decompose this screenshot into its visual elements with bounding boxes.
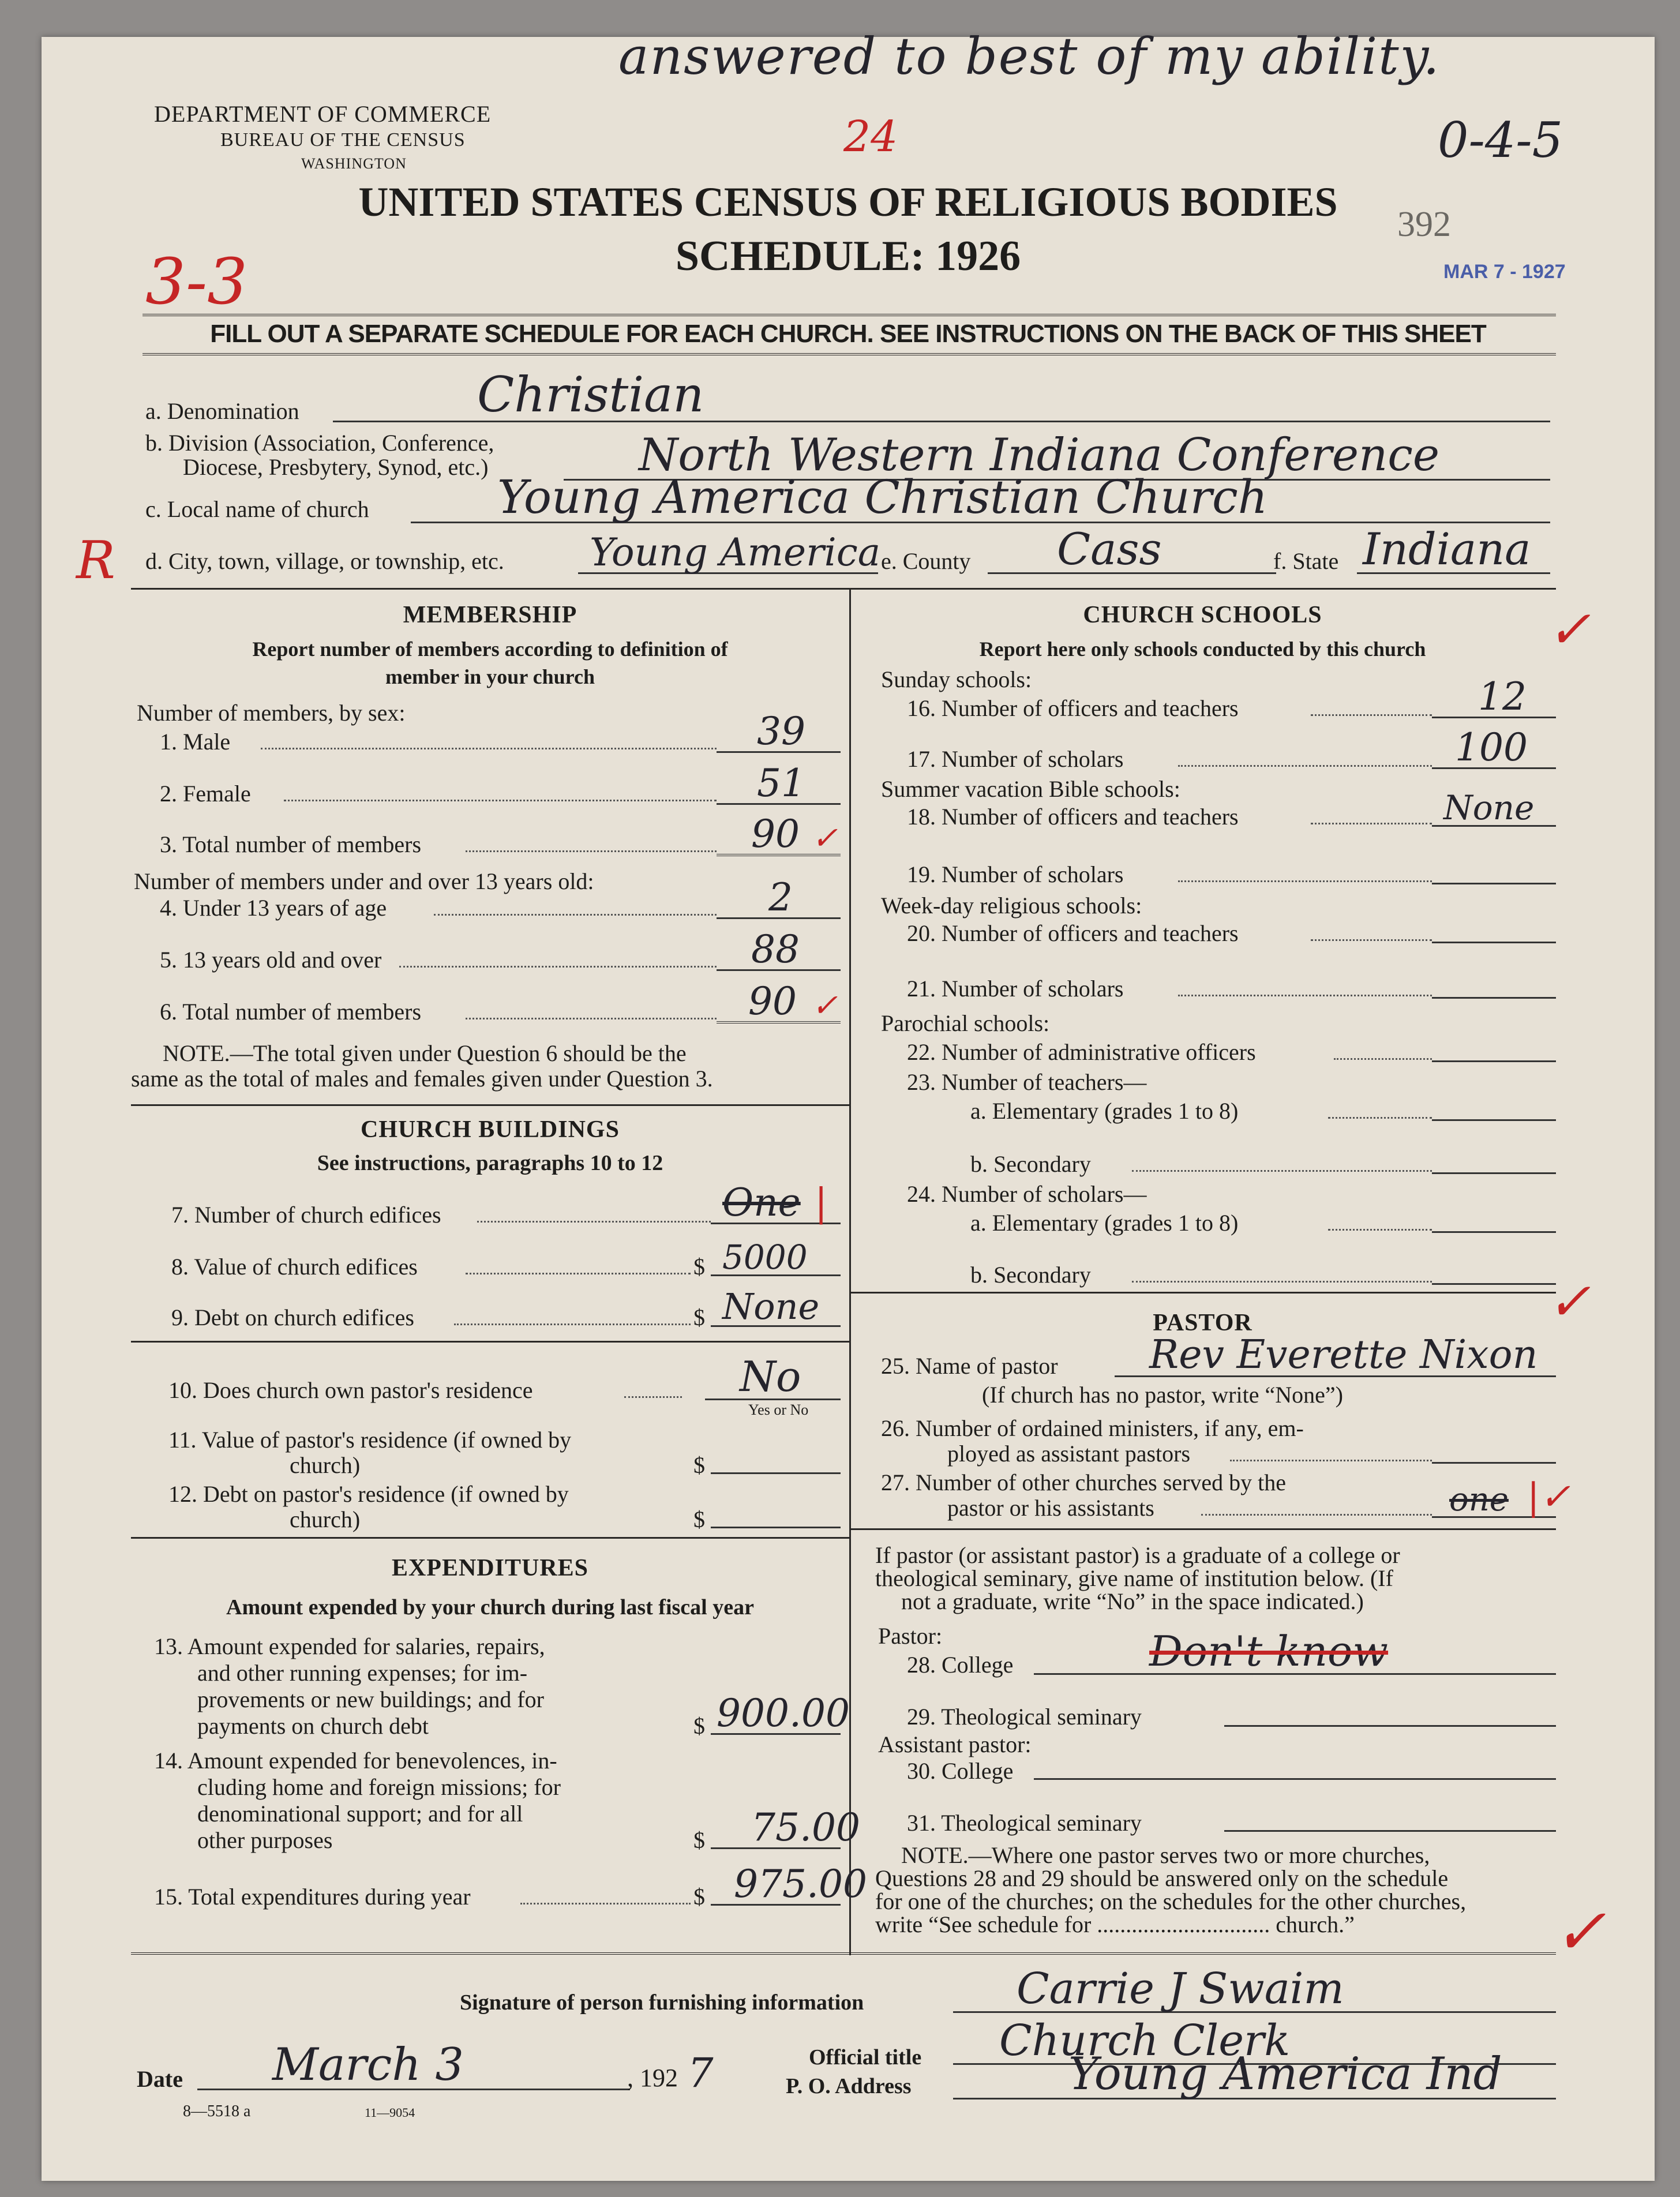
leader-dots [399, 966, 717, 968]
rule [131, 1341, 849, 1343]
bureau-name: BUREAU OF THE CENSUS [220, 129, 466, 151]
expenditures-intro: Amount expended by your church during last fiscal year [226, 1595, 754, 1619]
q28-college-field: Don't know [1034, 1635, 1556, 1675]
q28-label: 28. College [907, 1652, 1014, 1678]
q17-label: 17. Number of scholars [907, 746, 1124, 772]
age-intro-label: Number of members under and over 13 years old: [134, 868, 594, 894]
q8-value-field: 5000 [711, 1234, 841, 1276]
parochial-schools-label: Parochial schools: [881, 1010, 1050, 1036]
q24b-label: b. Secondary [970, 1262, 1091, 1288]
po-address-label: P. O. Address [786, 2074, 912, 2098]
red-checkmark: ✓ [1547, 599, 1591, 660]
red-mark-left: 3-3 [145, 245, 248, 318]
leader-dots [434, 914, 717, 916]
po-address-field: Young America Ind [953, 2056, 1556, 2099]
q11-value-field [711, 1432, 841, 1474]
q23b-label: b. Secondary [970, 1151, 1091, 1177]
q9-debt-field: None [711, 1285, 841, 1327]
q9-label: 9. Debt on church edifices [171, 1304, 414, 1330]
q15-total-field: 975.00 [711, 1862, 841, 1906]
q6-label: 6. Total number of members [160, 999, 422, 1025]
q31-label: 31. Theological seminary [907, 1810, 1142, 1836]
q25-hint: (If church has no pastor, write “None”) [982, 1382, 1343, 1408]
pastor-note-2: Questions 28 and 29 should be answered only on the schedule [875, 1865, 1449, 1891]
form-number: 8—5518 a [183, 2102, 251, 2120]
column-divider [849, 588, 851, 1955]
leader-dots [1328, 1117, 1432, 1119]
pastor-note: NOTE.—Where one pastor serves two or more churches, [901, 1842, 1430, 1868]
dollar-sign: $ [693, 1827, 705, 1853]
q29-label: 29. Theological seminary [907, 1704, 1142, 1730]
q8-label: 8. Value of church edifices [171, 1254, 418, 1280]
q27-label: 27. Number of other churches served by the [881, 1469, 1286, 1495]
vacation-schools-label: Summer vacation Bible schools: [881, 776, 1180, 802]
q12-label: 12. Debt on pastor's residence (if owned by [168, 1481, 569, 1507]
q4-under13-field: 2 [717, 878, 841, 919]
rule [131, 1952, 1556, 1956]
q11-label-2: church) [290, 1452, 361, 1478]
buildings-intro: See instructions, paragraphs 10 to 12 [317, 1151, 663, 1175]
rule [131, 588, 1556, 590]
q17-scholars-field: 100 [1432, 728, 1556, 769]
leader-dots [1178, 995, 1432, 996]
q2-label: 2. Female [160, 781, 251, 807]
schools-intro: Report here only schools conducted by this church [979, 638, 1426, 661]
membership-note: NOTE.—The total given under Question 6 should be the [163, 1040, 687, 1066]
expenditures-heading: EXPENDITURES [391, 1555, 589, 1581]
dollar-sign: $ [693, 1713, 705, 1739]
q27-label-2: pastor or his assistants [947, 1495, 1154, 1521]
q11-label: 11. Value of pastor's residence (if owned by [168, 1427, 572, 1453]
instruction-banner: FILL OUT A SEPARATE SCHEDULE FOR EACH CHURCH. SEE INSTRUCTIONS ON THE BACK OF THIS SHEET [210, 320, 1486, 348]
membership-heading: MEMBERSHIP [403, 602, 578, 628]
official-title-field: Church Clerk [953, 2022, 1556, 2065]
q18-officers-field: None [1432, 786, 1556, 827]
q16-officers-field: 12 [1432, 677, 1556, 718]
pastor-subheading: Pastor: [878, 1623, 943, 1649]
bureau-city: WASHINGTON [301, 155, 407, 172]
red-checkmark: ✓ [1553, 1895, 1607, 1969]
signature-field: Carrie J Swaim [953, 1970, 1556, 2013]
rule [131, 1104, 849, 1106]
q13-label-3: provements or new buildings; and for [197, 1686, 544, 1712]
q29-seminary-field [1224, 1687, 1556, 1727]
handwritten-top-note: answered to best of my ability. [618, 27, 1441, 86]
q7-edifices-field: One | [711, 1182, 841, 1224]
q23a-label: a. Elementary (grades 1 to 8) [970, 1098, 1239, 1124]
weekday-schools-label: Week-day religious schools: [881, 893, 1142, 918]
q12-label-2: church) [290, 1506, 361, 1532]
sunday-schools-label: Sunday schools: [881, 666, 1032, 692]
division-label: b. Division (Association, Conference, [145, 430, 494, 456]
leader-dots [1132, 1170, 1432, 1172]
membership-intro-2: member in your church [385, 665, 595, 688]
rule [849, 1292, 1556, 1294]
dollar-sign: $ [693, 1254, 705, 1280]
leader-dots [1328, 1229, 1432, 1231]
official-title-label: Official title [809, 2045, 922, 2069]
rule [131, 1537, 849, 1539]
leader-dots [466, 850, 717, 852]
leader-dots [1311, 714, 1432, 716]
dollar-sign: $ [693, 1452, 705, 1478]
q27-field: one |✓ [1432, 1477, 1556, 1518]
buildings-heading: CHURCH BUILDINGS [361, 1116, 620, 1143]
pastor-heading: PASTOR [1153, 1310, 1252, 1336]
q24b-field [1432, 1244, 1556, 1285]
graduate-instruction-3: not a graduate, write “No” in the space indicated.) [901, 1588, 1364, 1614]
leader-dots [624, 1396, 682, 1398]
dollar-sign: $ [693, 1884, 705, 1910]
q4-label: 4. Under 13 years of age [160, 895, 387, 921]
members-by-sex-label: Number of members, by sex: [137, 700, 406, 726]
leader-dots [1178, 765, 1432, 767]
membership-note-2: same as the total of males and females given under Question 3. [131, 1066, 713, 1092]
q5-over13-field: 88 [717, 930, 841, 971]
q25-label: 25. Name of pastor [881, 1353, 1058, 1379]
q7-label: 7. Number of church edifices [171, 1202, 441, 1228]
membership-intro: Report number of members according to definition of [252, 638, 728, 661]
local-name-field: Young America Christian Church [411, 481, 1550, 523]
q24a-field [1432, 1192, 1556, 1233]
q26-label: 26. Number of ordained ministers, if any, em- [881, 1415, 1304, 1441]
year-prefix: , 192 [627, 2064, 678, 2092]
stamp-number: 392 [1397, 205, 1451, 244]
pastor-note-3: for one of the churches; on the schedules for the other churches, [875, 1888, 1467, 1914]
q14-label: 14. Amount expended for benevolences, in- [154, 1748, 557, 1774]
q14-label-4: other purposes [197, 1827, 333, 1853]
rule [849, 1528, 1556, 1530]
q22-officers-field [1432, 1021, 1556, 1062]
q24a-label: a. Elementary (grades 1 to 8) [970, 1210, 1239, 1236]
yes-no-hint: Yes or No [748, 1401, 809, 1418]
leader-dots [1230, 1460, 1432, 1461]
division-field: North Western Indiana Conference [564, 441, 1550, 481]
q30-college-field [1034, 1740, 1556, 1780]
q24-label: 24. Number of scholars— [907, 1181, 1147, 1207]
leader-dots [477, 1221, 711, 1223]
county-label: e. County [881, 548, 971, 574]
census-form-sheet [42, 27, 1655, 2181]
q12-debt-field [711, 1486, 841, 1528]
q20-officers-field [1432, 902, 1556, 943]
state-field: Indiana [1357, 533, 1550, 574]
dollar-sign: $ [693, 1304, 705, 1330]
q31-seminary-field [1224, 1792, 1556, 1832]
date-field: March 3 [197, 2045, 630, 2090]
q5-label: 5. 13 years old and over [160, 947, 382, 973]
leader-dots [261, 748, 717, 749]
leader-dots [1311, 823, 1432, 824]
division-label-2: Diocese, Presbytery, Synod, etc.) [183, 454, 489, 480]
local-name-label: c. Local name of church [145, 496, 369, 522]
received-stamp-date: MAR 7 - 1927 [1443, 261, 1566, 283]
leader-dots [1132, 1281, 1432, 1283]
state-label: f. State [1273, 548, 1339, 574]
pastor-note-4: write “See schedule for .............................. church.” [875, 1911, 1355, 1937]
leader-dots [1311, 939, 1432, 941]
q13-label-4: payments on church debt [197, 1713, 429, 1739]
red-number: 24 [843, 112, 898, 162]
q15-label: 15. Total expenditures during year [154, 1884, 471, 1910]
leader-dots [520, 1903, 691, 1904]
leader-dots [454, 1324, 691, 1325]
graduate-instruction-2: theological seminary, give name of institution below. (If [875, 1565, 1393, 1591]
q1-label: 1. Male [160, 729, 231, 755]
city-field: Young America [578, 533, 878, 574]
leader-dots [466, 1018, 717, 1019]
leader-dots [1334, 1058, 1432, 1060]
handwritten-code: 0-4-5 [1438, 112, 1563, 168]
q3-total-field: 90 ✓ [717, 815, 841, 856]
leader-dots [466, 1273, 691, 1274]
q14-label-3: denominational support; and for all [197, 1801, 523, 1827]
city-label: d. City, town, village, or township, etc. [145, 548, 504, 574]
department-name: DEPARTMENT OF COMMERCE [154, 101, 492, 127]
q26-label-2: ployed as assistant pastors [947, 1441, 1191, 1467]
schedule-title: SCHEDULE: 1926 [675, 233, 1021, 280]
q22-label: 22. Number of administrative officers [907, 1039, 1256, 1065]
q19-scholars-field [1432, 843, 1556, 884]
q6-total-field: 90 ✓ [717, 982, 841, 1023]
leader-dots [1201, 1514, 1432, 1516]
q14-amount-field: 75.00 [711, 1806, 841, 1849]
q18-label: 18. Number of officers and teachers [907, 804, 1239, 830]
q13-label-2: and other running expenses; for im- [197, 1660, 528, 1686]
q14-label-2: cluding home and foreign missions; for [197, 1774, 561, 1800]
rule [142, 353, 1556, 357]
q21-scholars-field [1432, 958, 1556, 999]
form-title: UNITED STATES CENSUS OF RELIGIOUS BODIES [358, 179, 1338, 225]
denomination-field: Christian [333, 380, 1550, 422]
q10-label: 10. Does church own pastor's residence [168, 1377, 533, 1403]
schools-heading: CHURCH SCHOOLS [1083, 602, 1322, 628]
rule [142, 314, 1556, 318]
assistant-pastor-subheading: Assistant pastor: [878, 1731, 1032, 1757]
date-label: Date [137, 2066, 183, 2092]
q23a-field [1432, 1080, 1556, 1121]
q10-residence-field: No [705, 1358, 841, 1400]
q21-label: 21. Number of scholars [907, 976, 1124, 1002]
year-digit: 7 [688, 2049, 714, 2097]
signature-label: Signature of person furnishing information [460, 1990, 864, 2015]
leader-dots [284, 800, 717, 801]
q30-label: 30. College [907, 1758, 1014, 1784]
q16-label: 16. Number of officers and teachers [907, 695, 1239, 721]
q25-pastor-name-field: Rev Everette Nixon [1115, 1335, 1556, 1377]
graduate-instruction: If pastor (or assistant pastor) is a graduate of a college or [875, 1542, 1400, 1568]
q23b-field [1432, 1133, 1556, 1174]
print-number: 11—9054 [365, 2105, 415, 2120]
q26-field [1432, 1423, 1556, 1464]
red-checkmark: ✓ [1547, 1272, 1591, 1332]
q2-female-field: 51 [717, 764, 841, 805]
denomination-label: a. Denomination [145, 398, 299, 424]
q23-label: 23. Number of teachers— [907, 1069, 1147, 1095]
q1-male-field: 39 [717, 712, 841, 753]
q13-label: 13. Amount expended for salaries, repairs, [154, 1633, 545, 1659]
leader-dots [1178, 880, 1432, 882]
q3-label: 3. Total number of members [160, 831, 422, 857]
q13-amount-field: 900.00 [711, 1692, 841, 1735]
margin-red-mark: R [76, 530, 115, 591]
q19-label: 19. Number of scholars [907, 861, 1124, 887]
county-field: Cass [988, 533, 1276, 574]
dollar-sign: $ [693, 1506, 705, 1532]
q20-label: 20. Number of officers and teachers [907, 920, 1239, 946]
